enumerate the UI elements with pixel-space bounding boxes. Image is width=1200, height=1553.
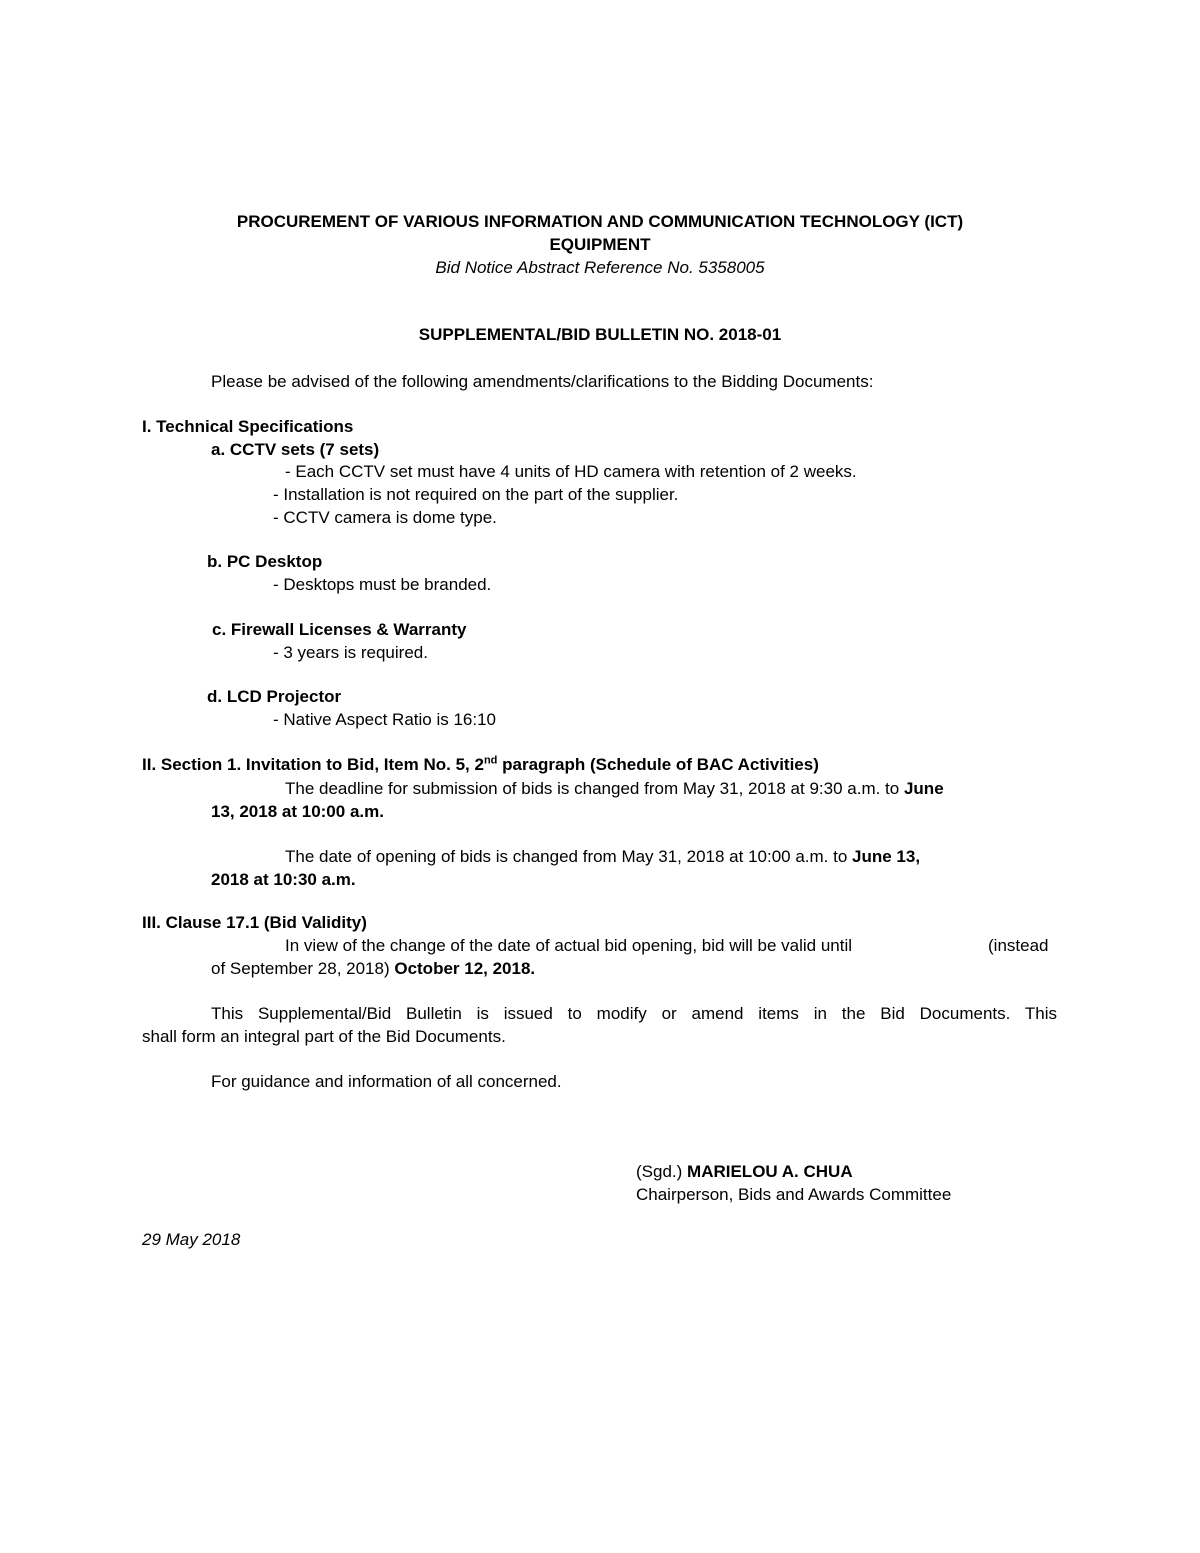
section1-b-heading: b. PC Desktop (207, 552, 323, 571)
section1-b-item: - Desktops must be branded. (273, 575, 492, 594)
bulletin-title: SUPPLEMENTAL/BID BULLETIN NO. 2018-01 (418, 325, 782, 344)
section1-c-heading: c. Firewall Licenses & Warranty (212, 620, 467, 639)
section1-c-item: - 3 years is required. (273, 643, 428, 662)
signed-mark: (Sgd.) (636, 1162, 688, 1181)
deadline-text: The deadline for submission of bids is changed from May 31, 2018 at 9:30 a.m. to (285, 779, 904, 798)
guidance-paragraph: For guidance and information of all concerned. (211, 1072, 562, 1091)
section2-heading (142, 756, 819, 773)
section1-a-item: - Each CCTV set must have 4 units of HD camera with retention of 2 weeks. (285, 462, 857, 481)
document-title-line2: EQUIPMENT (549, 235, 651, 254)
signatory-name: MARIELOU A. CHUA (687, 1162, 853, 1181)
signatory-position: Chairperson, Bids and Awards Committee (636, 1185, 952, 1204)
reference-number: Bid Notice Abstract Reference No. 5358005 (435, 258, 765, 277)
section1-d-heading: d. LCD Projector (207, 687, 342, 706)
section2-heading-text: II. Section 1. Invitation to Bid, Item No. 5, 2 (142, 755, 484, 774)
closing-paragraph-line1: This Supplemental/Bid Bulletin is issued to modify or amend items in the Bid Documents. This (211, 1004, 1057, 1023)
validity-line1: In view of the change of the date of actual bid opening, bid will be valid until (285, 936, 853, 955)
closing-paragraph-line2: shall form an integral part of the Bid Documents. (142, 1027, 506, 1046)
ordinal-superscript: nd (483, 754, 498, 767)
validity-old-date: of September 28, 2018) (211, 959, 395, 978)
deadline-paragraph-line1 (285, 780, 944, 797)
section3-heading: III. Clause 17.1 (Bid Validity) (142, 913, 367, 932)
section2-heading-text: paragraph (Schedule of BAC Activities) (497, 755, 819, 774)
validity-line1-tail: (instead (988, 936, 1049, 955)
deadline-new-date: June (903, 779, 944, 798)
section1-d-item: - Native Aspect Ratio is 16:10 (273, 710, 497, 729)
intro-paragraph: Please be advised of the following amendments/clarifications to the Bidding Documents: (211, 372, 874, 391)
section1-a-heading: a. CCTV sets (7 sets) (211, 440, 380, 459)
deadline-new-date-cont: 13, 2018 at 10:00 a.m. (211, 802, 384, 821)
document-date: 29 May 2018 (142, 1230, 241, 1249)
section1-heading: I. Technical Specifications (142, 417, 354, 436)
signatory-line (636, 1163, 853, 1180)
section1-a-item: - Installation is not required on the part of the supplier. (273, 485, 679, 504)
section1-a-item: - CCTV camera is dome type. (273, 508, 497, 527)
opening-new-date: June 13, (852, 847, 921, 866)
opening-new-date-cont: 2018 at 10:30 a.m. (211, 870, 356, 889)
validity-line2 (211, 960, 535, 977)
validity-new-date: October 12, 2018. (394, 959, 536, 978)
opening-paragraph-line1 (285, 848, 920, 865)
opening-text: The date of opening of bids is changed from May 31, 2018 at 10:00 a.m. to (285, 847, 853, 866)
document-title-line1: PROCUREMENT OF VARIOUS INFORMATION AND COMMUNICATION TECHNOLOGY (ICT) (236, 212, 964, 231)
